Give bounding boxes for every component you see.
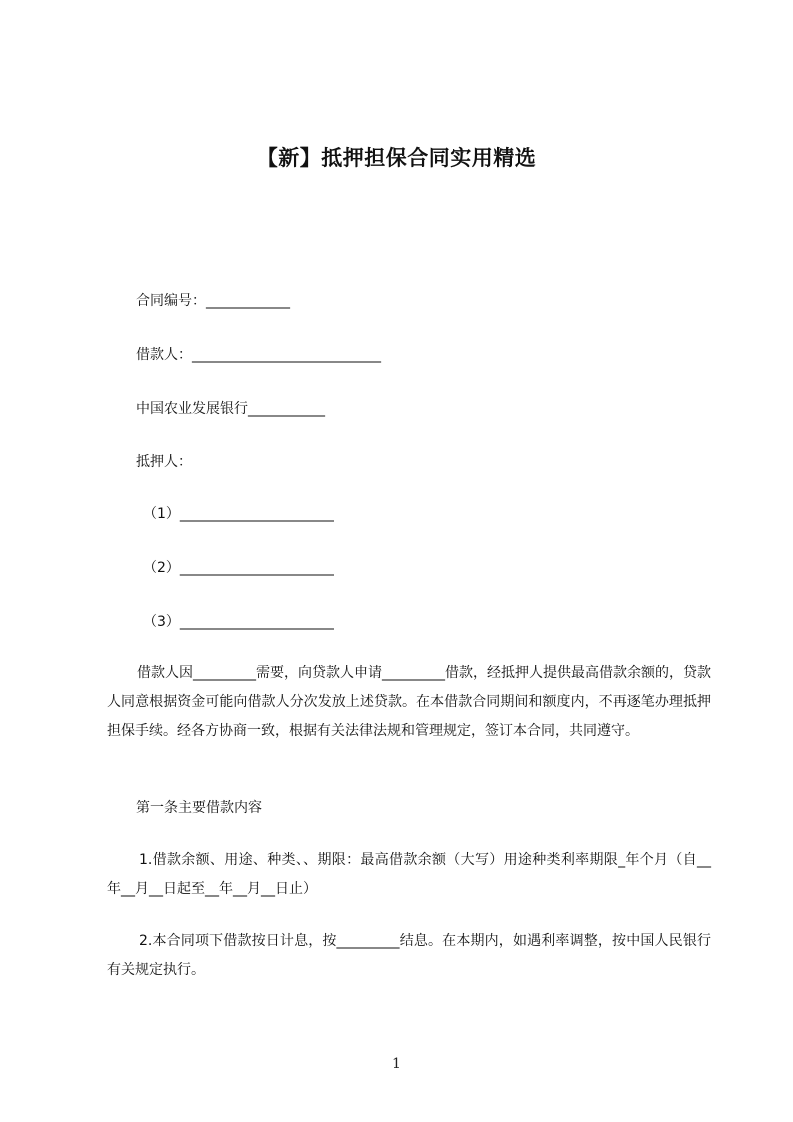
mortgagor-item-3: （3）______________________ xyxy=(143,614,334,630)
mortgagor-label: 抵押人： xyxy=(136,454,192,470)
lender-field: 中国农业发展银行___________ xyxy=(136,401,325,417)
page-number: 1 xyxy=(392,1056,401,1072)
mortgagor-item-1: （1）______________________ xyxy=(143,506,334,522)
article-1-heading: 第一条主要借款内容 xyxy=(136,800,262,816)
mortgagor-item-2: （2）______________________ xyxy=(143,560,334,576)
clause-2-paragraph: 2.本合同项下借款按日计息，按_________结息。在本期内，如遇利率调整，按中国人民银行有关规定执行。 xyxy=(107,933,711,978)
contract-number-field: 合同编号：____________ xyxy=(136,293,290,309)
borrower-field: 借款人：___________________________ xyxy=(136,347,381,363)
document-title: 【新】抵押担保合同实用精选 xyxy=(256,146,537,170)
preamble-paragraph: 借款人因_________需要，向贷款人申请_________借款，经抵押人提供最高借款余额的，贷款人同意根据资金可能向借款人分次发放上述贷款。在本借款合同期间和额度内，不再逐笔办理抵押担保手续。经各方协商一致，根据有关法律法规和管理规定，签订本合同，共同遵守。 xyxy=(107,665,711,739)
clause-1-paragraph: 1.借款余额、用途、种类、、期限：最高借款余额（大写）用途种类利率期限_年个月（自__年__月__日起至__年__月__日止） xyxy=(107,852,711,897)
